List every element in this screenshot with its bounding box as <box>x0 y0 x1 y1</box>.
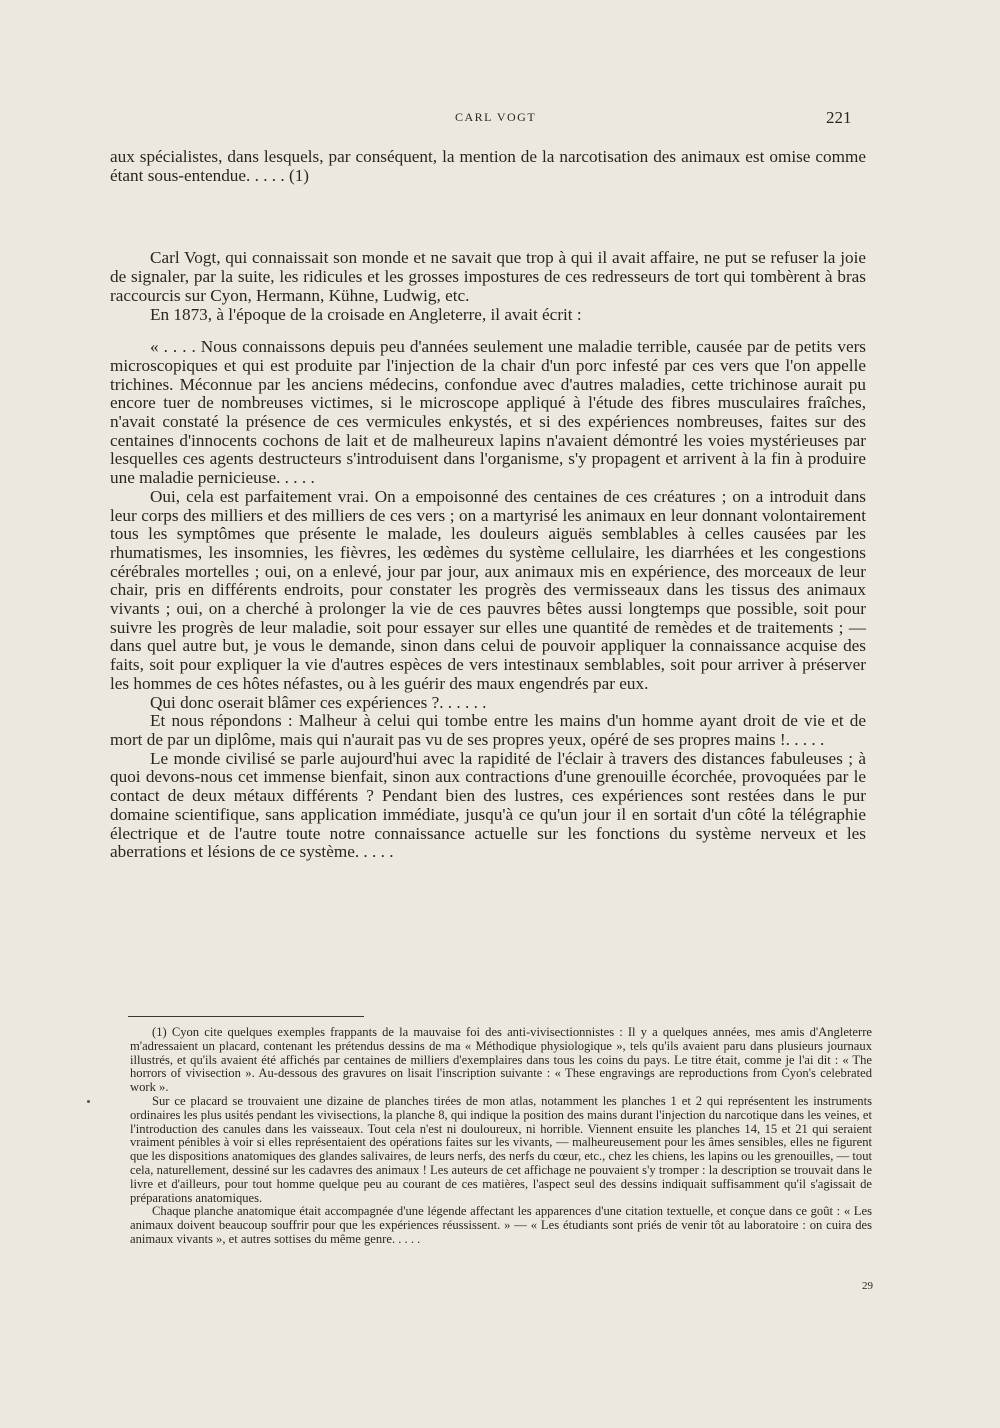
paragraph: Le monde civilisé se parle aujourd'hui avec la rapidité de l'éclair à travers des distances fabuleuses ; à quoi devons-nous cet immense bienfait, sinon aux contractions d'une grenouille écorchée, provoquées par le contact de deux métaux différents ? Pendant bien des lustres, ces expériences sont restées dans le pur domaine scientifique, sans application immédiate, jusqu'à ce qu'un jour il en sortait d'un côté la télégraphie électrique et de l'autre toute notre connaissance actuelle sur les fonctions du système nerveux et les aberrations et lésions de ce système. . . . . <box>110 748 866 862</box>
paragraph: aux spécialistes, dans lesquels, par conséquent, la mention de la narcotisation des animaux est omise comme étant sous-entendue. . . . . (1) <box>110 147 866 185</box>
footnote-paragraph: Sur ce placard se trouvaient une dizaine de planches tirées de mon atlas, notamment les planches 1 et 2 qui représentent les instruments ordinaires les plus usités pendant les vivisections, la planche 8, qui indique la position des mains durant l'injection du narcotique dans les veines, et l'introduction des canules dans les vaisseaux. Tout cela n'est ni douloureux, ni horrible. Viennent ensuite les planches 14, 15 et 21 qui seraient vraiment pénibles à voir si elles représentaient des opérations faites sur les vivants, — malheureusement pour les âmes sensibles, elles ne figurent que les dispositions anatomiques des glandes salivaires, de leurs nerfs, des nerfs du cœur, etc., chez les chiens, les lapins ou les grenouilles, — tout cela, naturellement, dessiné sur les cadavres des animaux ! Les auteurs de cet affichage ne pouvaient s'y tromper : la description se trouvait dans le livre et d'ailleurs, pour tout homme quelque peu au courant de ces matières, l'aspect seul des dessins indiquait suffisamment qu'il s'agissait de préparations anatomiques. <box>130 1093 872 1205</box>
footnote-divider <box>128 1016 364 1017</box>
quote-paragraph: « . . . . Nous connaissons depuis peu d'années seulement une maladie terrible, causée par de petits vers microscopiques et qui est produite par l'injection de la chair d'un porc infesté par ces vers que l'on appelle trichines. Méconnue par les anciens médecins, confondue avec d'autres maladies, cette trichinose aurait pu encore tuer de nombreuses victimes, si le microscope appliqué à l'étude des fibres musculaires fraîches, n'avait constaté la présence de ces vermicules enkystés, et si des expériences nombreuses, faites sur des centaines d'innocents cochons de lait et de malheureux lapins n'avaient démontré les voies mystérieuses par lesquelles ces agents destructeurs s'introduisent dans l'organisme, s'y propagent et arrivent à la fin à produire une maladie pernicieuse. . . . . <box>110 337 866 488</box>
main-text <box>110 148 866 862</box>
running-head <box>0 108 1000 132</box>
paragraph: Qui donc oserait blâmer ces expériences ?. . . . . . <box>150 692 487 712</box>
signature-mark: 29 <box>862 1280 873 1292</box>
footnote-paragraph: (1) Cyon cite quelques exemples frappants de la mauvaise foi des anti-vivisectionnistes : Il y a quelques années, mes amis d'Angleterre m'adressaient un placard, contenant les prétendus dessins de ma « Méthodique physiologique », tels qu'ils avaient paru dans plusieurs journaux illustrés, et qu'ils avaient été affichés par centaines de milliers d'exemplaires dans tous les coins du pays. Le titre était, comme je l'ai dit : « The horrors of vivisection ». Au-dessous des gravures on lisait l'inscription suivante : « These engravings are reproductions from Cyon's celebrated work ». <box>130 1025 872 1095</box>
running-title: CARL VOGT <box>455 110 537 124</box>
margin-speck <box>87 1100 90 1103</box>
paragraph: Carl Vogt, qui connaissait son monde et ne savait que trop à qui il avait affaire, ne put se refuser la joie de signaler, par la suite, les ridicules et les grosses impostures de ces redresseurs de tort qui tombèrent à bras raccourcis sur Cyon, Hermann, Kühne, Ludwig, etc. <box>110 248 866 305</box>
footnote-paragraph: Chaque planche anatomique était accompagnée d'une légende affectant les apparences d'une citation textuelle, et conçue dans ce goût : « Les animaux doivent beaucoup souffrir pour que les expériences réussissent. » — « Les étudiants sont priés de venir tôt au laboratoire : on cuira des animaux vivants », et autres sottises du même genre. . . . . <box>130 1204 872 1246</box>
paragraph: Et nous répondons : Malheur à celui qui tombe entre les mains d'un homme ayant droit de vie et de mort de par un diplôme, mais qui n'aurait pas vu de ses propres yeux, opéré de ses propres mains !. . . . . <box>110 711 866 749</box>
page-number: 221 <box>826 108 852 127</box>
paragraph: Oui, cela est parfaitement vrai. On a empoisonné des centaines de ces créatures ; on a introduit dans leur corps des milliers et des milliers de ces vers ; on a martyrisé les animaux en leur donnant volontairement tous les symptômes que présente le malade, les douleurs aiguës semblables à celles causées par les rhumatismes, les insomnies, les fièvres, les œdèmes du système cellulaire, les diarrhées et les congestions cérébrales mortelles ; oui, on a enlevé, jour par jour, aux animaux mis en expérience, des morceaux de leur chair, pris en différents endroits, pour constater les progrès des vermisseaux dans les tissus des animaux vivants ; oui, on a cherché à prolonger la vie de ces pauvres bêtes aussi longtemps que possible, soit pour suivre les progrès de leur maladie, soit pour essayer sur elles une quantité de remèdes et de traitements ; — dans quel autre but, je vous le demande, sinon dans celui de pouvoir appliquer la connaissance acquise des faits, soit pour expliquer la vie d'autres espèces de vers intestinaux semblables, soit pour arriver à préserver les hommes de ces hôtes néfastes, ou à les guérir des maux engendrés par eux. <box>110 486 866 693</box>
footnotes <box>130 1026 872 1247</box>
paragraph: En 1873, à l'époque de la croisade en Angleterre, il avait écrit : <box>150 304 582 324</box>
